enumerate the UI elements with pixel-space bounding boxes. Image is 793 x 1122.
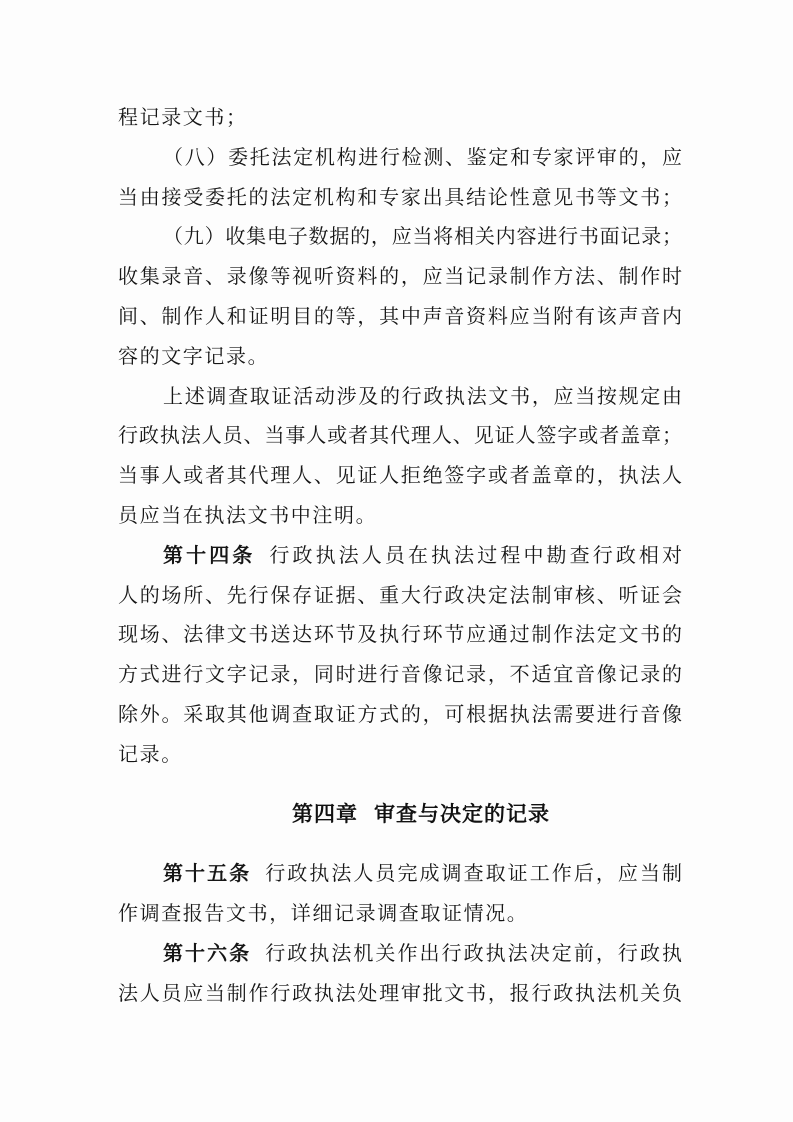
article-15-first-line — [118, 854, 682, 894]
text-line: 方式进行文字记录，同时进行音像记录，不适宜音像记录的 — [118, 662, 682, 687]
document-body — [118, 98, 682, 1013]
article-label: 第十四条 — [163, 542, 256, 567]
article-label: 第十六条 — [163, 940, 252, 965]
chapter-heading — [118, 775, 682, 855]
text-line: 记录。 — [118, 741, 183, 766]
text-line: 行政执法人员、当事人或者其代理人、见证人签字或者盖章； — [118, 423, 682, 448]
text-segment: 行政执法机关作出行政执法决定前，行政执 — [265, 940, 683, 965]
text-line: 现场、法律文书送达环节及执行环节应通过制作法定文书的 — [118, 622, 682, 647]
text-line: 作调查报告文书，详细记录调查取证情况。 — [118, 900, 529, 925]
text-line: 当由接受委托的法定机构和专家出具结论性意见书等文书； — [118, 184, 682, 209]
article-16-first-line — [118, 934, 682, 974]
text-line: 除外。采取其他调查取证方式的，可根据执法需要进行音像 — [118, 701, 682, 726]
text-line: 收集录音、录像等视听资料的，应当记录制作方法、制作时 — [118, 264, 682, 289]
text-segment: 行政执法人员在执法过程中勘查行政相对 — [269, 542, 683, 567]
text-line: 员应当在执法文书中注明。 — [118, 502, 378, 527]
text-line: （八）委托法定机构进行检测、鉴定和专家评审的，应 — [163, 144, 682, 169]
text-line: 间、制作人和证明目的等，其中声音资料应当附有该声音内 — [118, 303, 682, 328]
chapter-title: 审查与决定的记录 — [374, 801, 550, 826]
text-segment: 行政执法人员完成调查取证工作后，应当制 — [265, 861, 683, 886]
text-line: （九）收集电子数据的，应当将相关内容进行书面记录； — [163, 224, 682, 249]
article-label: 第十五条 — [163, 861, 252, 886]
text-line: 人的场所、先行保存证据、重大行政决定法制审核、听证会 — [118, 582, 682, 607]
text-line: 程记录文书； — [118, 105, 248, 129]
article-14-first-line — [118, 536, 682, 576]
chapter-number: 第四章 — [292, 801, 358, 826]
text-line: 容的文字记录。 — [118, 343, 270, 368]
text-line: 上述调查取证活动涉及的行政执法文书，应当按规定由 — [163, 383, 682, 408]
text-line: 法人员应当制作行政执法处理审批文书，报行政执法机关负 — [118, 980, 682, 1005]
text-line: 当事人或者其代理人、见证人拒绝签字或者盖章的，执法人 — [118, 463, 682, 488]
